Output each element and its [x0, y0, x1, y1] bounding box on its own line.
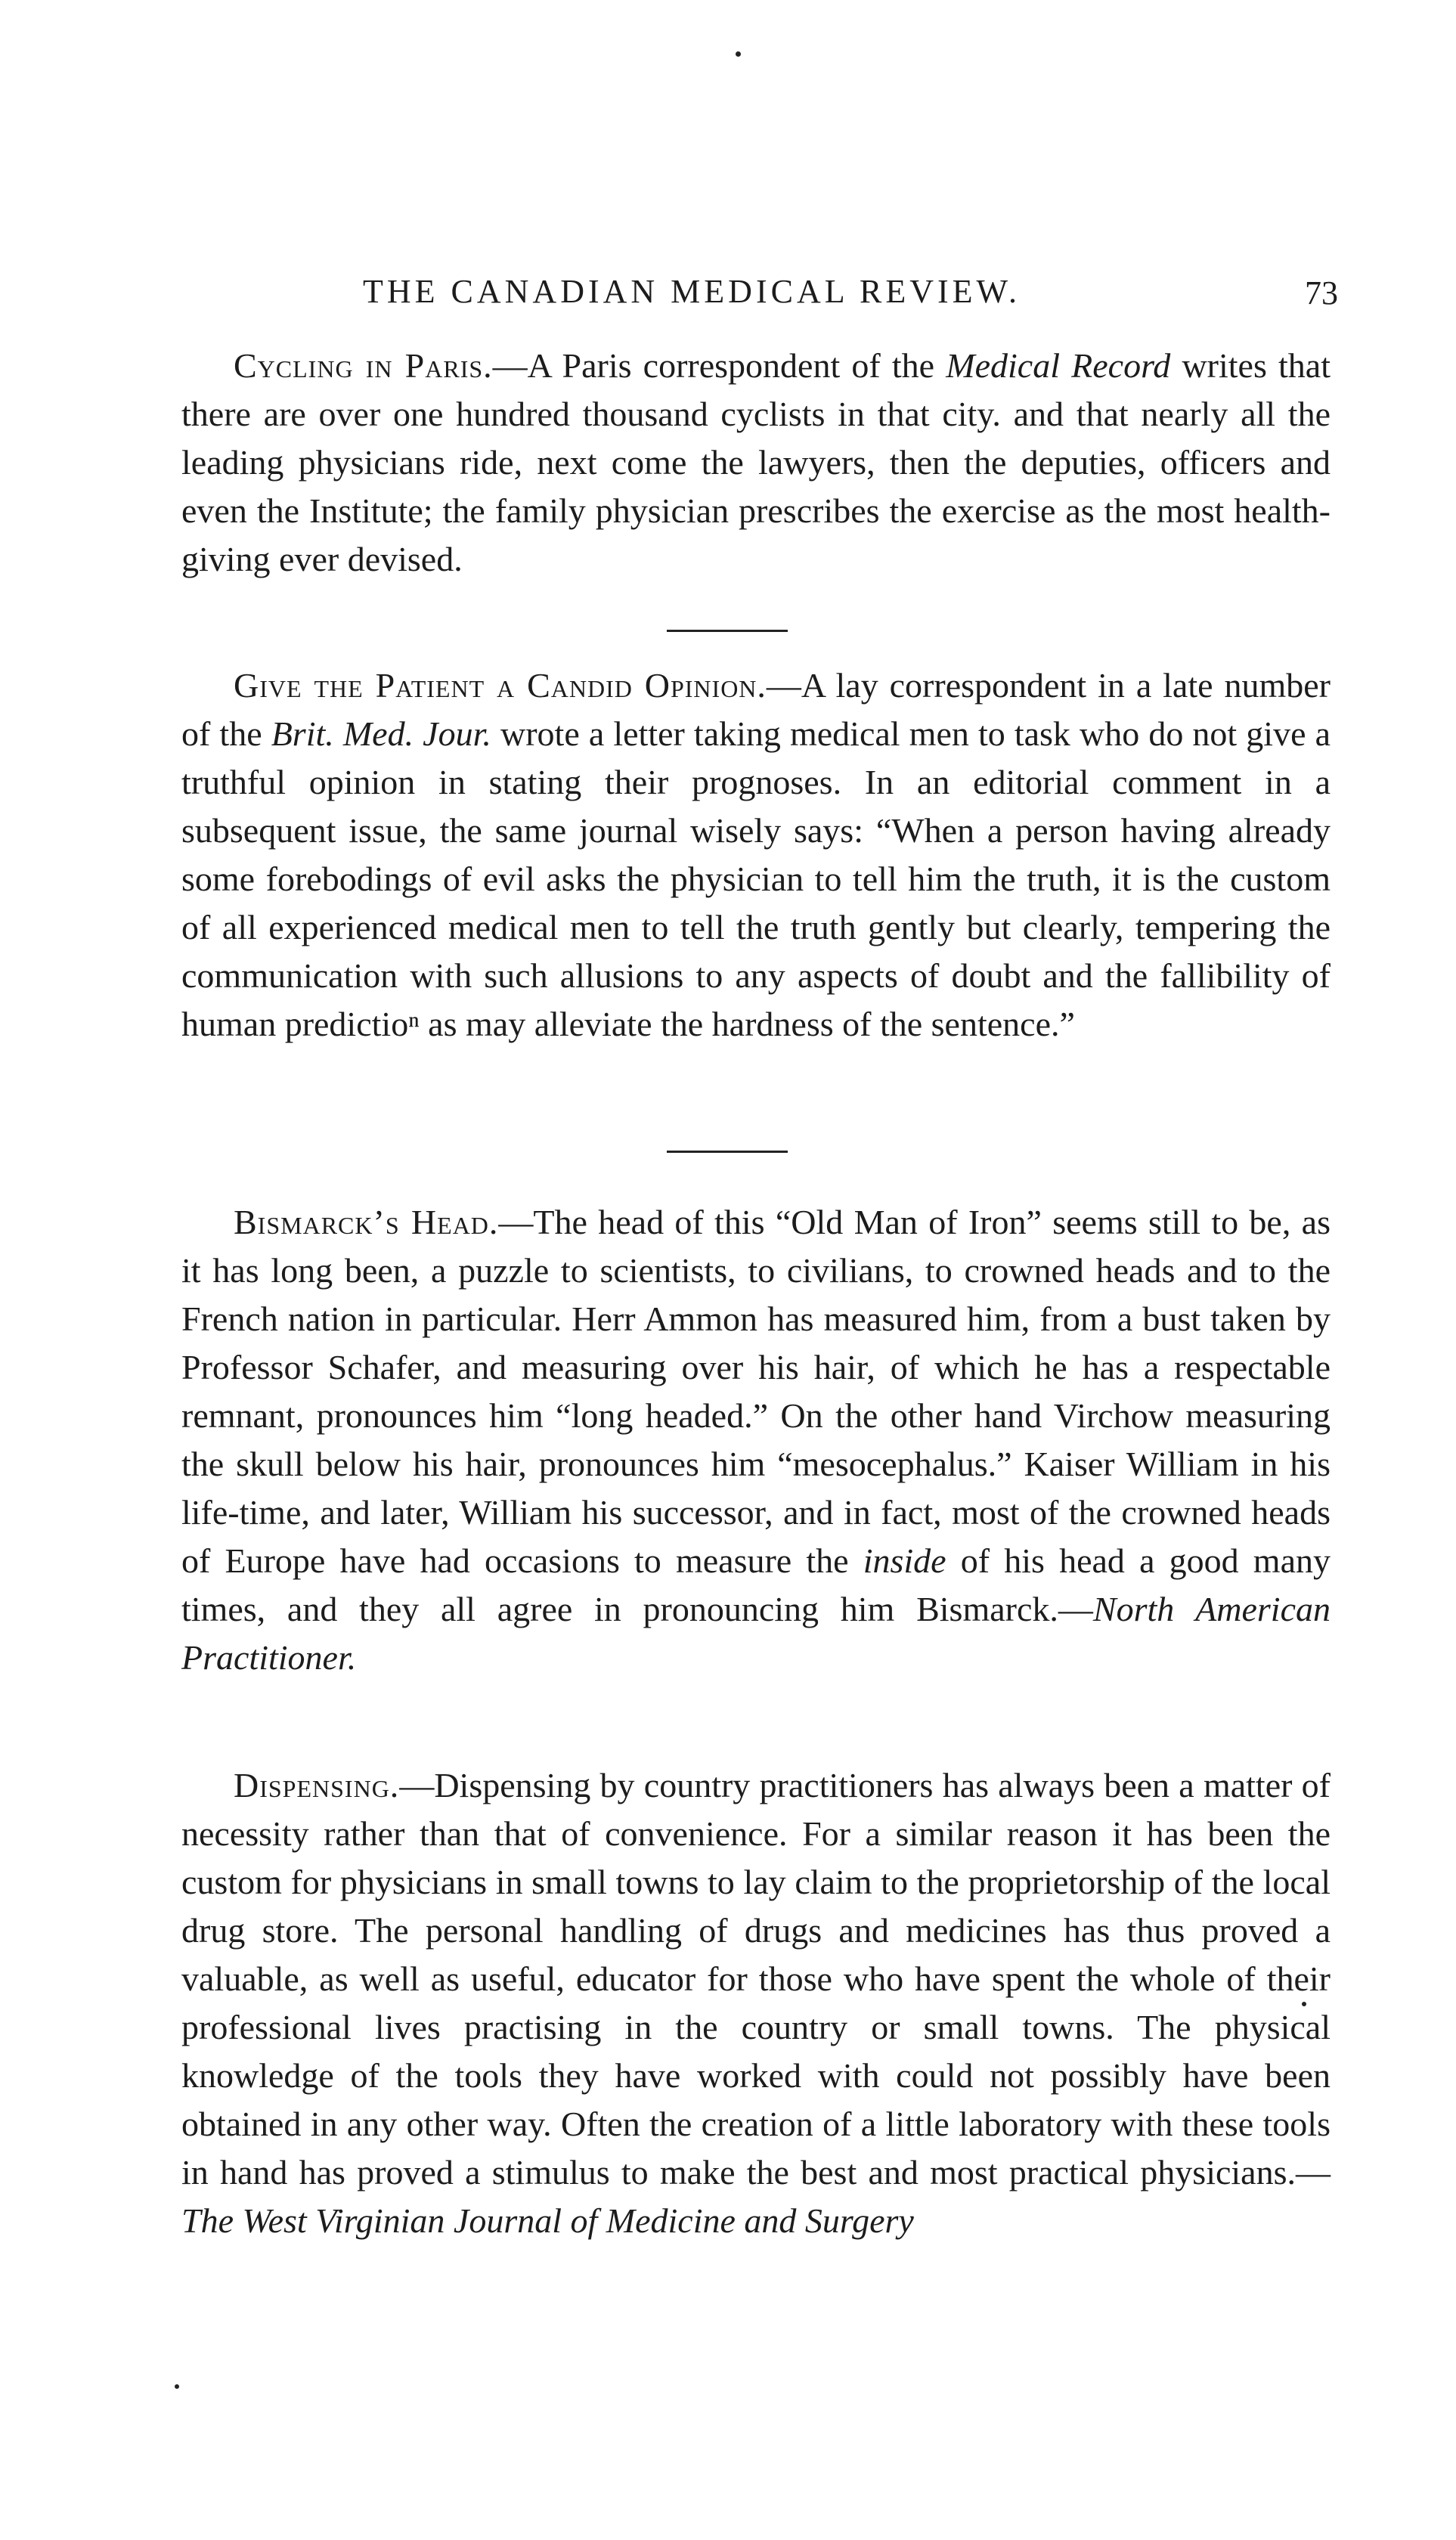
source-citation: The West Virginian Journal of Medicine and Surgery — [181, 2201, 914, 2240]
running-head: THE CANADIAN MEDICAL REVIEW. — [363, 273, 1021, 310]
article-bismarcks-head — [181, 1198, 1331, 1682]
article-text: —A lay correspondent in a late number of the — [181, 666, 1331, 753]
article-cycling-in-paris — [181, 342, 1331, 584]
emphasis-text: inside — [863, 1541, 946, 1580]
article-title: Dispensing. — [234, 1766, 400, 1804]
article-candid-opinion — [181, 661, 1331, 1049]
article-text: —The head of this “Old Man of Iron” seems still to be, as it has long been, a puzzle to scientists, to civilians, to crowned heads and to the French nation in particular. Herr Ammon has measured him, from a bust taken by Professor Schafer, and measuring over his hair, of which he has a respectable remnant, pronounces him “long headed.” On the other hand Virchow measuring the skull below his hair, pronounces him “mesocephalus.” Kaiser William in his life-time, and later, William his successor, and in fact, most of the crowned heads of Europe have had occasions to measure the — [181, 1203, 1331, 1580]
article-text: —Dispensing by country practitioners has always been a matter of necessity rather than that of convenience. For a similar reason it has been the custom for physicians in small towns to lay claim to the proprietorship of the local drug store. The personal handling of drugs and medicines has thus proved a valuable, as well as useful, educator for those who have spent the whole of their professional lives practising in the country or small towns. The physical knowledge of the tools they have worked with could not possibly have been obtained in any other way. Often the creation of a little laboratory with these tools in hand has proved a stimulus to make the best and most practical physicians.— — [181, 1766, 1331, 2192]
section-divider — [667, 1151, 788, 1153]
article-text: wrote a letter taking medical men to task who do not give a truthful opinion in stating their prognoses. In an editorial comment in a subsequent issue, the same journal wisely says: “When a person having already some forebodings of evil asks the physician to tell him the truth, it is the custom of all experienced medical men to tell the truth gently but clearly, tempering the communication with such allusions to any aspects of doubt and the fallibility of human predictioⁿ as may alleviate the hardness of the sentence.” — [181, 714, 1331, 1043]
article-title: Cycling in Paris. — [234, 346, 493, 385]
article-title: Bismarck’s Head. — [234, 1203, 499, 1241]
ink-speck — [175, 2384, 179, 2389]
section-divider — [667, 630, 788, 632]
ink-speck — [1302, 2002, 1306, 2006]
source-citation: North American Practitioner. — [181, 1590, 1331, 1677]
page-number: 73 — [1305, 274, 1338, 311]
page-header — [181, 272, 1338, 318]
journal-name: Medical Record — [946, 346, 1171, 385]
article-text: —A Paris correspondent of the — [492, 346, 946, 385]
article-dispensing — [181, 1761, 1331, 2245]
ink-speck — [736, 51, 741, 57]
article-text: writes that there are over one hundred thousand cyclists in that city. and that nearly all the leading physicians ride, next come the lawyers, then the deputies, officers and even the Institute; the family physician prescribes the exercise as the most health-giving ever devised. — [181, 346, 1331, 578]
article-title: Give the Patient a Candid Opinion. — [234, 666, 767, 705]
article-text: of his head a good many times, and they all agree in pronouncing him Bismarck.— — [181, 1541, 1331, 1628]
journal-name: Brit. Med. Jour. — [271, 714, 491, 753]
